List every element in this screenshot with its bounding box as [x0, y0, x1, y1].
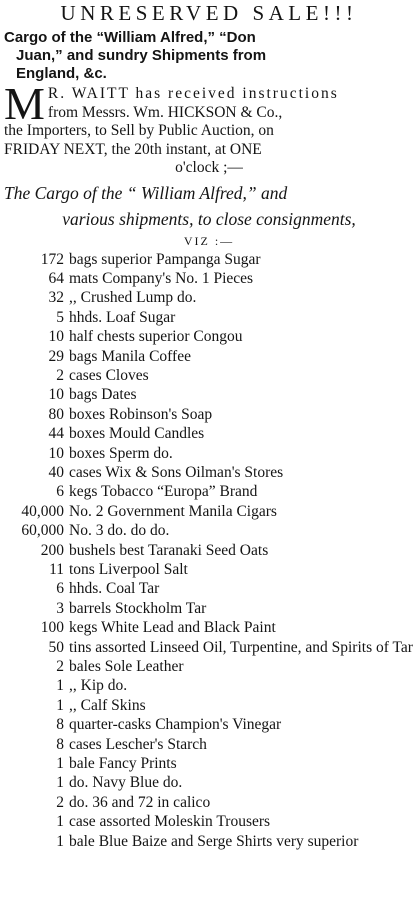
- item-quantity: 40,000: [21, 502, 64, 520]
- list-item: [4, 599, 414, 618]
- item-quantity: 11: [49, 561, 64, 578]
- item-description: No. 2 Government Manila Cigars: [69, 502, 277, 520]
- item-description: mats Company's No. 1 Pieces: [69, 269, 254, 287]
- item-quantity: 2: [56, 366, 64, 384]
- announcement-line-5: o'clock ;—: [175, 159, 243, 176]
- list-item: [4, 793, 414, 812]
- item-quantity: 1: [56, 677, 64, 695]
- item-description: hhds. Loaf Sugar: [69, 308, 176, 326]
- list-item: [4, 541, 414, 560]
- item-quantity: 1: [56, 813, 64, 831]
- list-item: [4, 250, 414, 269]
- item-description: kegs Tobacco “Europa” Brand: [69, 483, 258, 501]
- item-quantity: 5: [56, 308, 64, 326]
- item-quantity: 8: [56, 716, 64, 734]
- item-description: barrels Stockholm Tar: [69, 599, 207, 617]
- item-description: boxes Sperm do.: [69, 444, 173, 462]
- item-quantity: 32: [48, 289, 64, 307]
- subheadline: [4, 29, 414, 83]
- item-description: bags superior Pampanga Sugar: [69, 250, 261, 268]
- list-item: [4, 560, 414, 579]
- item-quantity: 10: [48, 386, 64, 404]
- drop-cap: M: [4, 78, 45, 129]
- item-description: cases Lescher's Starch: [69, 735, 207, 753]
- item-quantity: 10: [48, 328, 64, 346]
- item-description: bags Dates: [69, 386, 137, 404]
- item-description: quarter-casks Champion's Vinegar: [69, 716, 282, 734]
- item-description: ,, Crushed Lump do.: [69, 289, 197, 307]
- announcement-line-4: FRIDAY NEXT, the 20th instant, at ONE: [4, 140, 262, 158]
- list-item: [4, 366, 414, 385]
- item-quantity: 10: [48, 444, 64, 462]
- headline: UNRESERVED SALE!!!: [60, 1, 358, 25]
- item-description: No. 3 do. do do.: [69, 522, 170, 540]
- cargo-heading-line-2: various shipments, to close consignments,: [62, 208, 356, 229]
- item-quantity: 80: [48, 405, 64, 423]
- item-quantity: 100: [40, 619, 64, 637]
- list-item: [4, 269, 414, 288]
- item-quantity: 50: [48, 638, 64, 656]
- advertisement: [0, 1, 420, 912]
- cargo-heading-line-1: The Cargo of the “ William Alfred,” and: [4, 182, 288, 203]
- item-description: do. 36 and 72 in calico: [69, 793, 211, 811]
- item-description: bale Blue Baize and Serge Shirts very superior: [69, 832, 359, 850]
- item-description: boxes Robinson's Soap: [69, 405, 213, 423]
- item-description: bags Manila Coffee: [69, 347, 191, 365]
- list-item: [4, 424, 414, 443]
- list-item: [4, 308, 414, 327]
- item-description: cases Cloves: [69, 366, 149, 384]
- list-item: [4, 463, 414, 482]
- item-description: bale Fancy Prints: [69, 755, 177, 773]
- item-quantity: 172: [40, 250, 64, 268]
- item-quantity: 60,000: [21, 522, 64, 540]
- cargo-heading: [4, 180, 414, 232]
- list-item: [4, 812, 414, 831]
- list-item: [4, 327, 414, 346]
- item-quantity: 40: [48, 463, 64, 481]
- item-quantity: 2: [56, 658, 64, 676]
- item-quantity: 1: [56, 832, 64, 850]
- viz-label: VIZ :—: [183, 233, 235, 248]
- item-quantity: 3: [56, 599, 64, 617]
- list-item: [4, 638, 414, 657]
- subheadline-line-3: England, &c.: [16, 65, 107, 82]
- list-item: [4, 773, 414, 792]
- item-quantity: 29: [48, 347, 64, 365]
- item-description: bales Sole Leather: [69, 658, 184, 676]
- item-quantity: 1: [56, 774, 64, 792]
- announcement-line-3: the Importers, to Sell by Public Auction, on: [4, 122, 274, 139]
- item-quantity: 1: [56, 696, 64, 714]
- list-item: [4, 715, 414, 734]
- item-description: kegs White Lead and Black Paint: [69, 619, 276, 637]
- item-description: tons Liverpool Salt: [69, 561, 188, 578]
- item-description: cases Wix & Sons Oilman's Stores: [69, 463, 284, 481]
- list-item: [4, 444, 414, 463]
- item-quantity: 44: [48, 425, 64, 443]
- list-item: [4, 696, 414, 715]
- list-item: [4, 735, 414, 754]
- announcement: [4, 78, 414, 178]
- item-description: ,, Calf Skins: [69, 696, 146, 714]
- item-description: hhds. Coal Tar: [69, 580, 160, 598]
- item-quantity: 2: [56, 793, 64, 811]
- list-item: [4, 521, 414, 540]
- list-item: [4, 405, 414, 424]
- item-quantity: 64: [48, 269, 64, 287]
- item-quantity: 6: [56, 483, 64, 501]
- item-quantity: 1: [56, 755, 64, 773]
- item-list: [4, 250, 414, 852]
- item-description: ,, Kip do.: [69, 677, 128, 695]
- list-item: [4, 385, 414, 404]
- item-description: tins assorted Linseed Oil, Turpentine, and Spirits of Tar: [69, 638, 413, 656]
- list-item: [4, 657, 414, 676]
- item-description: do. Navy Blue do.: [69, 774, 183, 792]
- subheadline-line-1: Cargo of the “William Alfred,” “Don: [4, 29, 256, 46]
- item-quantity: 8: [56, 735, 64, 753]
- list-item: [4, 754, 414, 773]
- list-item: [4, 347, 414, 366]
- announcement-line-2: from Messrs. Wm. HICKSON & Co.,: [47, 103, 283, 121]
- subheadline-line-2: Juan,” and sundry Shipments from: [16, 47, 267, 64]
- item-quantity: 6: [56, 580, 64, 598]
- item-description: bushels best Taranaki Seed Oats: [69, 541, 269, 559]
- item-quantity: 200: [40, 541, 64, 559]
- list-item: [4, 288, 414, 307]
- list-item: [4, 618, 414, 637]
- item-description: boxes Mould Candles: [69, 425, 205, 443]
- list-item: [4, 579, 414, 598]
- list-item: [4, 832, 414, 851]
- list-item: [4, 676, 414, 695]
- item-description: case assorted Moleskin Trousers: [69, 813, 271, 831]
- list-item: [4, 482, 414, 501]
- list-item: [4, 502, 414, 521]
- item-description: half chests superior Congou: [69, 328, 243, 346]
- announcement-line-1: R. WAITT has received instructions: [47, 85, 339, 102]
